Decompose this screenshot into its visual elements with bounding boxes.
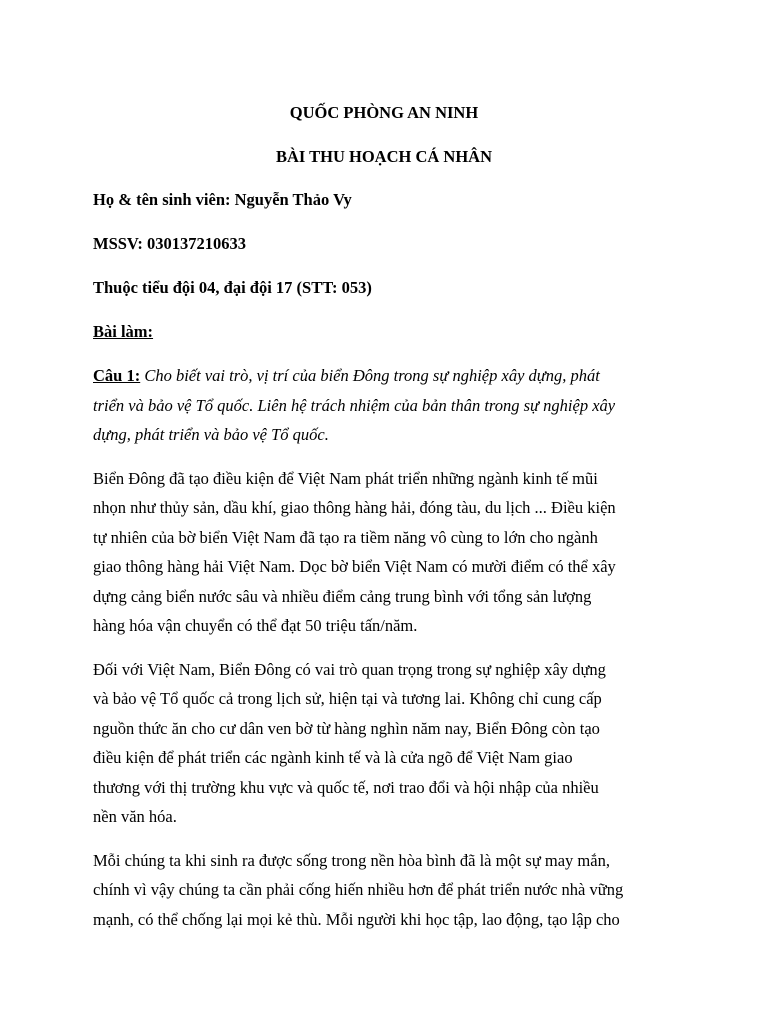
paragraph-line: tự nhiên của bờ biển Việt Nam đã tạo ra tiềm năng vô cùng to lớn cho ngành xyxy=(93,528,598,547)
paragraph-line: dựng cảng biển nước sâu và nhiều điểm cảng trung bình với tổng sản lượng xyxy=(93,587,592,606)
question-line: dựng, phát triển và bảo vệ Tổ quốc. xyxy=(93,425,329,444)
student-unit: Thuộc tiểu đội 04, đại đội 17 (STT: 053) xyxy=(93,278,372,297)
paragraph-line: thương với thị trường khu vực và quốc tế, nơi trao đổi và hội nhập của nhiều xyxy=(93,778,599,797)
question-line xyxy=(93,366,600,386)
question-label: Câu 1: xyxy=(93,366,141,385)
paragraph-line: nguồn thức ăn cho cư dân ven bờ từ hàng nghìn năm nay, Biển Đông còn tạo xyxy=(93,719,600,738)
paragraph-line: điều kiện để phát triển các ngành kinh tế và là cửa ngõ để Việt Nam giao xyxy=(93,748,573,767)
paragraph-line: mạnh, có thể chống lại mọi kẻ thù. Mỗi người khi học tập, lao động, tạo lập cho xyxy=(93,910,620,929)
section-label: Bài làm: xyxy=(93,322,154,341)
student-id: MSSV: 030137210633 xyxy=(93,234,246,253)
student-name: Họ & tên sinh viên: Nguyễn Thảo Vy xyxy=(93,190,352,209)
question-line: triển và bảo vệ Tổ quốc. Liên hệ trách nhiệm của bản thân trong sự nghiệp xây xyxy=(93,396,616,415)
paragraph-line: nhọn như thủy sản, dầu khí, giao thông hàng hải, đóng tàu, du lịch ... Điều kiện xyxy=(93,498,616,517)
paragraph-line: giao thông hàng hải Việt Nam. Dọc bờ biển Việt Nam có mười điểm có thể xây xyxy=(93,557,616,576)
document-title: QUỐC PHÒNG AN NINH xyxy=(289,103,479,122)
paragraph-line: và bảo vệ Tổ quốc cả trong lịch sử, hiện tại và tương lai. Không chỉ cung cấp xyxy=(93,689,602,708)
question-text: Cho biết vai trò, vị trí của biển Đông trong sự nghiệp xây dựng, phát xyxy=(140,366,600,385)
paragraph-line: Biển Đông đã tạo điều kiện để Việt Nam phát triển những ngành kinh tế mũi xyxy=(93,469,598,488)
paragraph-line: Mỗi chúng ta khi sinh ra được sống trong nền hòa bình đã là một sự may mắn, xyxy=(93,851,610,870)
paragraph-line: hàng hóa vận chuyển có thể đạt 50 triệu tấn/năm. xyxy=(93,616,418,635)
paragraph-line: Đối với Việt Nam, Biển Đông có vai trò quan trọng trong sự nghiệp xây dựng xyxy=(93,660,606,679)
document-subtitle: BÀI THU HOẠCH CÁ NHÂN xyxy=(275,147,493,166)
paragraph-line: nền văn hóa. xyxy=(93,807,177,826)
paragraph-line: chính vì vậy chúng ta cần phải cống hiến nhiều hơn để phát triển nước nhà vững xyxy=(93,880,624,899)
